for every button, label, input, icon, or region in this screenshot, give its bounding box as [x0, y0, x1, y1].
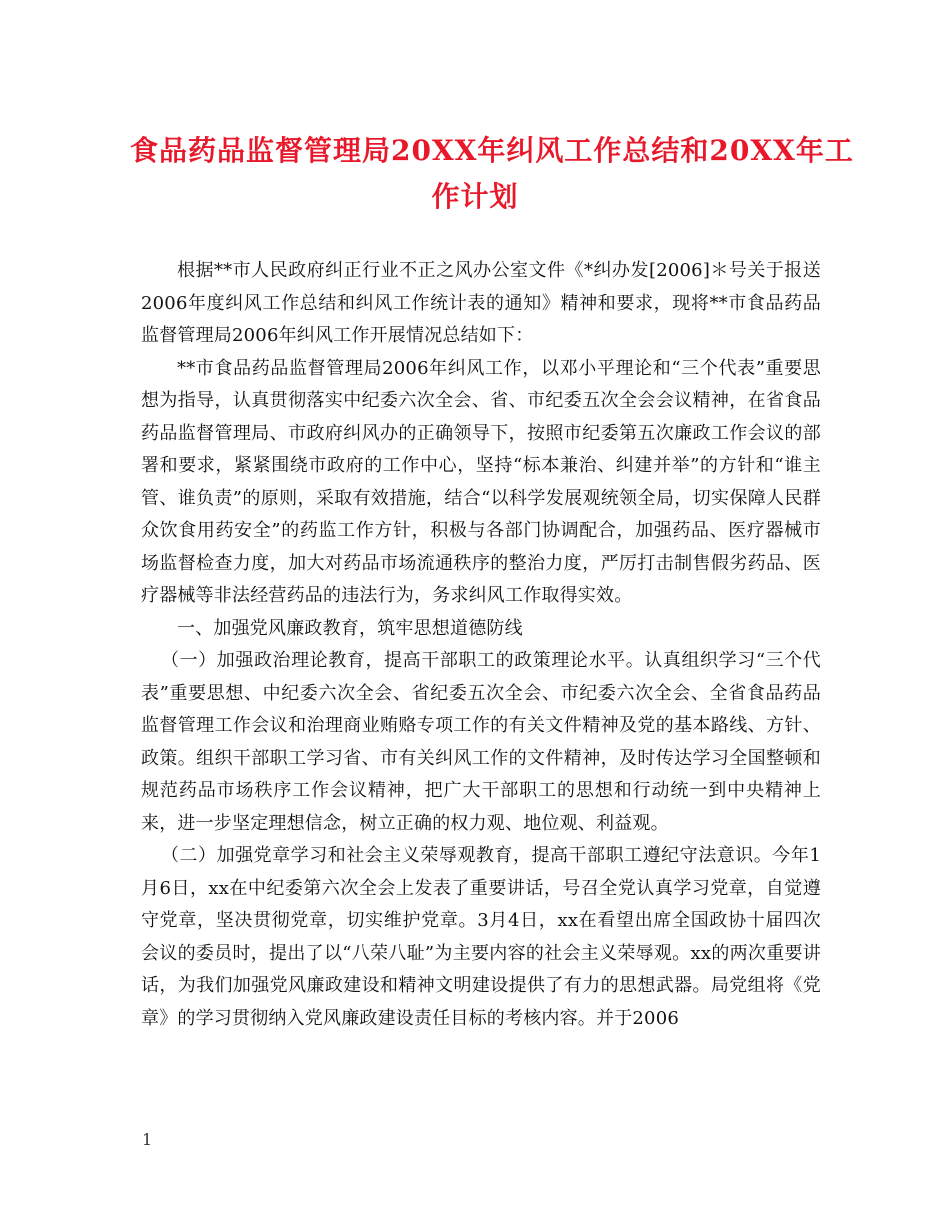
title-line-2: 作计划: [431, 180, 519, 213]
paragraph-intro: 根据**市人民政府纠正行业不正之风办公室文件《*纠办发[2006]＊号关于报送2006年度纠风工作总结和纠风工作统计表的通知》精神和要求，现将**市食品药品监督管理局2006年纠风工作开展情况总结如下：: [141, 260, 821, 346]
section-heading-1: 一、加强党风廉政教育，筑牢思想道德防线: [177, 617, 523, 639]
document-title: [130, 128, 854, 220]
title-line-1: 食品药品监督管理局20XX年纠风工作总结和20XX年工: [130, 134, 854, 167]
paragraph-overview: **市食品药品监督管理局2006年纠风工作，以邓小平理论和“三个代表”重要思想为指导，认真贯彻落实中纪委六次全会、省、市纪委五次全会会议精神，在省食品药品监督管理局、市政府纠风办的正确领导下，按照市纪委第五次廉政工作会议的部署和要求，紧紧围绕市政府的工作中心，坚持“标本兼治、纠建并举”的方针和“谁主管、谁负责”的原则，采取有效措施，结合“以科学发展观统领全局，切实保障人民群众饮食用药安全”的药监工作方针，积极与各部门协调配合，加强药品、医疗器械市场监督检查力度，加大对药品市场流通秩序的整治力度，严厉打击制售假劣药品、医疗器械等非法经营药品的违法行为，务求纠风工作取得实效。: [141, 357, 821, 606]
page-number: 1: [142, 1130, 153, 1149]
paragraph-subsection-2: （二）加强党章学习和社会主义荣辱观教育，提高干部职工遵纪守法意识。今年1月6日，xx在中纪委第六次全会上发表了重要讲话，号召全党认真学习党章，自觉遵守党章，坚决贯彻党章，切实维护党章。3月4日，xx在看望出席全国政协十届四次会议的委员时，提出了以“八荣八耻”为主要内容的社会主义荣辱观。xx的两次重要讲话，为我们加强党风廉政建设和精神文明建设提供了有力的思想武器。局党组将《党章》的学习贯彻纳入党风廉政建设责任目标的考核内容。并于2006: [141, 845, 821, 1029]
paragraph-subsection-1: （一）加强政治理论教育，提高干部职工的政策理论水平。认真组织学习“三个代表”重要思想、中纪委六次全会、省纪委五次全会、市纪委六次全会、全省食品药品监督管理工作会议和治理商业贿赂专项工作的有关文件精神及党的基本路线、方针、政策。组织干部职工学习省、市有关纠风工作的文件精神，及时传达学习全国整顿和规范药品市场秩序工作会议精神，把广大干部职工的思想和行动统一到中央精神上来，进一步坚定理想信念，树立正确的权力观、地位观、利益观。: [141, 650, 821, 834]
document-body: [141, 255, 821, 1035]
